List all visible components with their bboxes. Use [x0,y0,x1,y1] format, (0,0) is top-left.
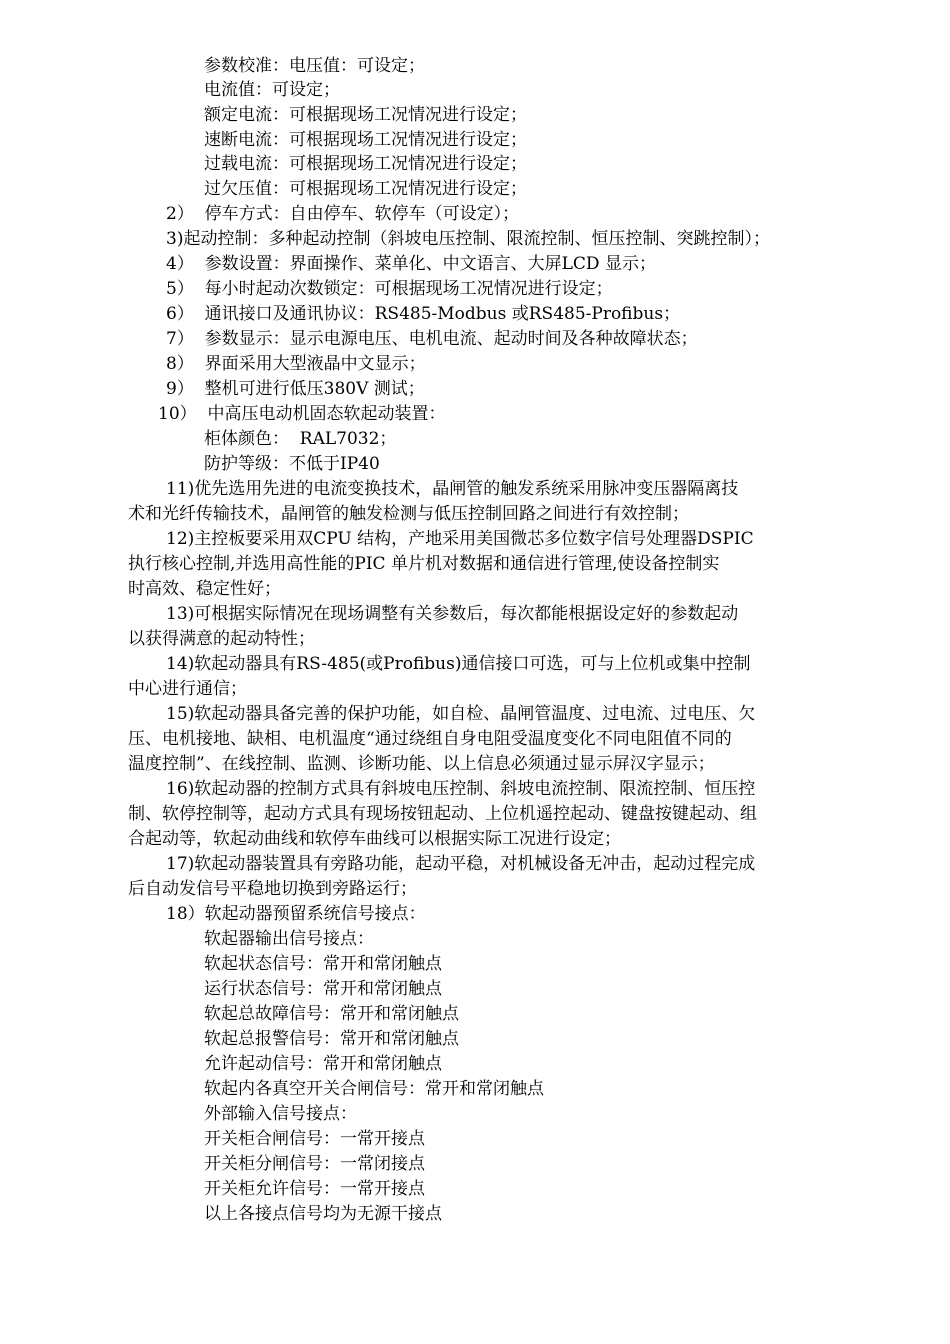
paragraph-line: 16)软起动器的控制方式具有斜坡电压控制、斜坡电流控制、限流控制、恒压控 [166,779,756,799]
paragraph-line: 15)软起动器具备完善的保护功能，如自检、晶闸管温度、过电流、过电压、欠 [166,704,756,724]
paragraph-line: 14)软起动器具有RS-485(或Profibus)通信接口可选，可与上位机或集中控制 [166,654,751,674]
list-item: 8） 界面采用大型液晶中文显示； [166,354,426,374]
paragraph-line: 13)可根据实际情况在现场调整有关参数后，每次都能根据设定好的参数起动 [166,604,739,624]
text-line: 开关柜分闸信号：一常闭接点 [204,1154,425,1174]
paragraph-line: 压、电机接地、缺相、电机温度“通过绕组自身电阻受温度变化不同电阻值不同的 [128,729,732,749]
list-item: 5） 每小时起动次数锁定：可根据现场工况情况进行设定； [166,279,613,299]
text-line: 软起状态信号：常开和常闭触点 [204,954,442,974]
paragraph-line: 12)主控板要采用双CPU 结构，产地采用美国微芯多位数字信号处理器DSPIC [166,529,754,549]
text-line: 额定电流：可根据现场工况情况进行设定； [204,105,527,125]
text-line: 开关柜允许信号：一常开接点 [204,1179,425,1199]
text-line: 电流值：可设定； [204,80,340,100]
list-item: 6） 通讯接口及通讯协议：RS485-Modbus 或RS485-Profibus； [166,304,681,324]
text-line: 速断电流：可根据现场工况情况进行设定； [204,130,527,150]
text-line: 外部输入信号接点： [204,1104,357,1124]
paragraph-line: 以获得满意的起动特性； [128,629,315,649]
list-item: 4） 参数设置：界面操作、菜单化、中文语言、大屏LCD 显示； [166,254,656,274]
text-line: 软起内各真空开关合闸信号：常开和常闭触点 [204,1079,544,1099]
list-item: 18）软起动器预留系统信号接点： [166,904,426,924]
text-line: 参数校准：电压值：可设定； [204,56,425,76]
paragraph-line: 时高效、稳定性好； [128,579,281,599]
paragraph-line: 合起动等，软起动曲线和软停车曲线可以根据实际工况进行设定； [128,829,621,849]
list-item: 10） 中高压电动机固态软起动装置： [158,404,446,424]
list-item: 7） 参数显示：显示电源电压、电机电流、起动时间及各种故障状态； [166,329,698,349]
text-line: 过欠压值：可根据现场工况情况进行设定； [204,179,527,199]
text-line: 柜体颜色： RAL7032； [204,429,397,449]
paragraph-line: 11)优先选用先进的电流变换技术，晶闸管的触发系统采用脉冲变压器隔离技 [166,479,739,499]
paragraph-line: 温度控制”、在线控制、监测、诊断功能、以上信息必须通过显示屏汉字显示； [128,754,715,774]
text-line: 以上各接点信号均为无源干接点 [204,1204,442,1224]
list-item: 2） 停车方式：自由停车、软停车（可设定）； [166,204,520,224]
text-line: 软起器输出信号接点： [204,929,374,949]
list-item: 3)起动控制：多种起动控制（斜坡电压控制、限流控制、恒压控制、突跳控制）； [166,229,770,249]
paragraph-line: 中心进行通信； [128,679,247,699]
text-line: 运行状态信号：常开和常闭触点 [204,979,442,999]
paragraph-line: 后自动发信号平稳地切换到旁路运行； [128,879,417,899]
paragraph-line: 执行核心控制,并选用高性能的PIC 单片机对数据和通信进行管理,使设备控制实 [128,554,720,574]
text-line: 允许起动信号：常开和常闭触点 [204,1054,442,1074]
paragraph-line: 17)软起动器装置具有旁路功能，起动平稳，对机械设备无冲击，起动过程完成 [166,854,756,874]
text-line: 防护等级：不低于IP40 [204,454,380,474]
text-line: 软起总故障信号：常开和常闭触点 [204,1004,459,1024]
text-line: 软起总报警信号：常开和常闭触点 [204,1029,459,1049]
paragraph-line: 制、软停控制等，起动方式具有现场按钮起动、上位机遥控起动、键盘按键起动、组 [128,804,757,824]
text-line: 开关柜合闸信号：一常开接点 [204,1129,425,1149]
paragraph-line: 术和光纤传输技术，晶闸管的触发检测与低压控制回路之间进行有效控制； [128,504,689,524]
text-line: 过载电流：可根据现场工况情况进行设定； [204,154,527,174]
list-item: 9） 整机可进行低压380V 测试； [166,379,425,399]
